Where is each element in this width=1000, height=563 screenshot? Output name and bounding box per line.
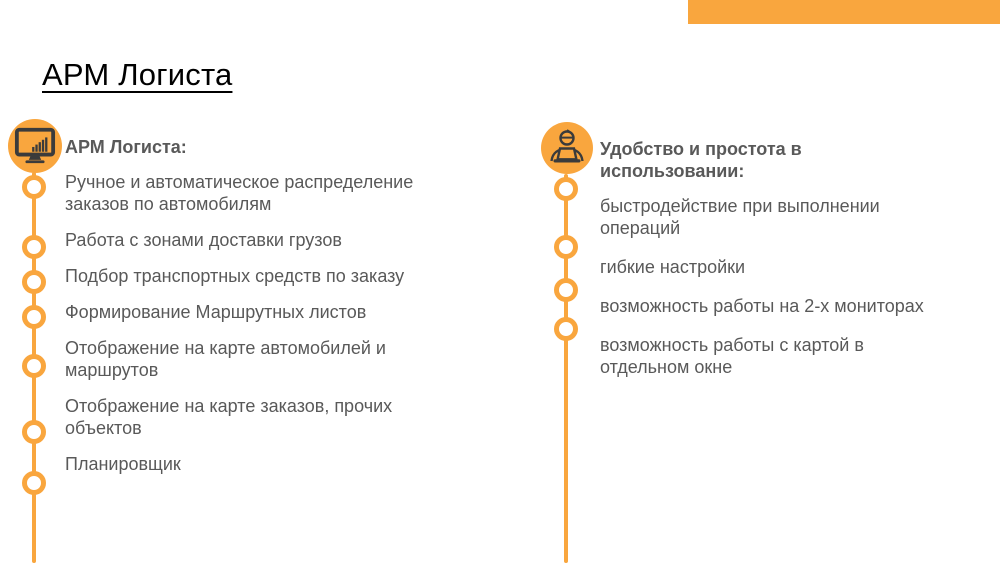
list-item: быстродействие при выполнении операций: [600, 196, 880, 238]
list-item: возможность работы на 2-х мониторах: [600, 296, 924, 316]
list-item: возможность работы с картой в отдельном окне: [600, 335, 864, 377]
monitor-chart-icon: [8, 119, 62, 173]
timeline-ring: [554, 278, 578, 302]
list-item: гибкие настройки: [600, 257, 746, 277]
timeline-ring: [554, 317, 578, 341]
timeline-line: [564, 174, 568, 563]
item-list: [65, 171, 450, 475]
person-laptop-icon: [541, 122, 593, 174]
list-item: Отображение на карте автомобилей и маршрутов: [65, 338, 386, 380]
column-header: АРМ Логиста:: [65, 137, 187, 157]
list-item: Отображение на карте заказов, прочих объектов: [65, 396, 393, 438]
timeline-ring: [554, 177, 578, 201]
list-item: Планировщик: [65, 454, 181, 474]
list-item: Работа с зонами доставки грузов: [65, 230, 342, 250]
list-item: Формирование Маршрутных листов: [65, 302, 367, 322]
timeline-ring: [554, 235, 578, 259]
list-item: Ручное и автоматическое распределение заказов по автомобилям: [65, 172, 414, 214]
page-title: АРМ Логиста: [42, 57, 233, 92]
item-list: [600, 195, 950, 378]
column-usability: [600, 138, 950, 395]
list-item: Подбор транспортных средств по заказу: [65, 266, 405, 286]
column-header: Удобство и простота в использовании:: [600, 139, 802, 181]
column-arm-logista: [65, 136, 450, 489]
